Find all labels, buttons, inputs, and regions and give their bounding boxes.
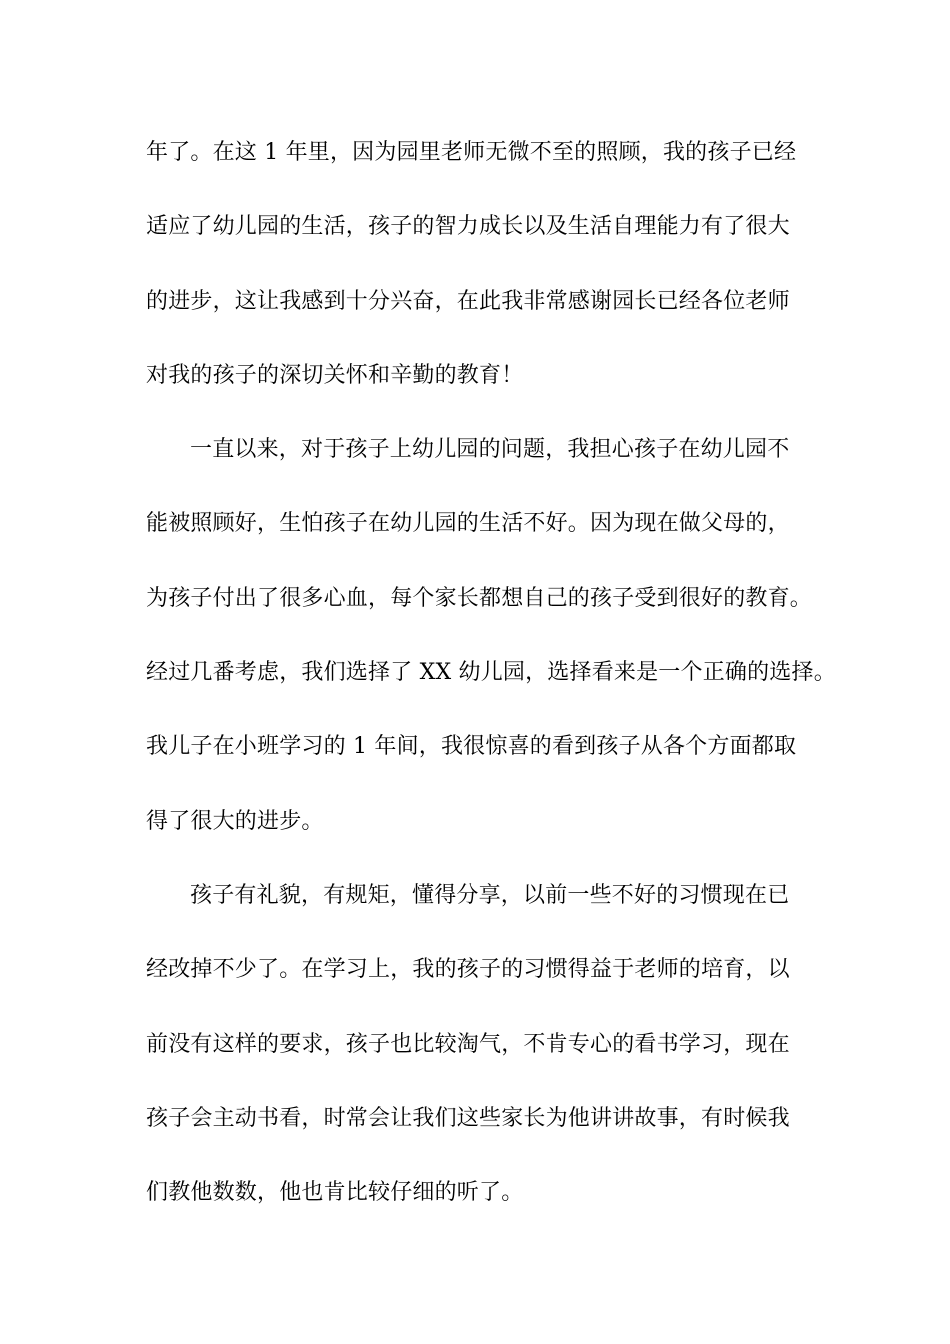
text-line: 对我的孩子的深切关怀和辛勤的教育！ xyxy=(146,362,524,388)
text-line: 适应了幼儿园的生活，孩子的智力成长以及生活自理能力有了很大 xyxy=(146,214,790,240)
text-line: 经过几番考虑，我们选择了 XX 幼儿园，选择看来是一个正确的选择。 xyxy=(146,660,836,686)
body-text xyxy=(146,131,836,1245)
text-line: 的进步，这让我感到十分兴奋，在此我非常感谢园长已经各位老师 xyxy=(146,288,790,314)
paragraph-first-line: 孩子有礼貌，有规矩，懂得分享，以前一些不好的习惯现在已 xyxy=(190,882,790,908)
text-line: 年了。在这 1 年里，因为园里老师无微不至的照顾，我的孩子已经 xyxy=(146,140,797,165)
text-line: 前没有这样的要求，孩子也比较淘气，不肯专心的看书学习，现在 xyxy=(146,1031,790,1057)
text-line: 们教他数数，他也肯比较仔细的听了。 xyxy=(146,1180,524,1206)
text-line: 经改掉不少了。在学习上，我的孩子的习惯得益于老师的培育，以 xyxy=(146,957,790,983)
text-line: 孩子会主动书看，时常会让我们这些家长为他讲讲故事，有时候我 xyxy=(146,1105,790,1131)
text-line: 能被照顾好，生怕孩子在幼儿园的生活不好。因为现在做父母的， xyxy=(146,511,790,537)
text-line: 为孩子付出了很多心血，每个家长都想自己的孩子受到很好的教育。 xyxy=(146,585,813,611)
paragraph-first-line: 一直以来，对于孩子上幼儿园的问题，我担心孩子在幼儿园不 xyxy=(190,437,790,463)
text-line: 我儿子在小班学习的 1 年间，我很惊喜的看到孩子从各个方面都取 xyxy=(146,734,797,760)
text-line: 得了很大的进步。 xyxy=(146,808,324,834)
